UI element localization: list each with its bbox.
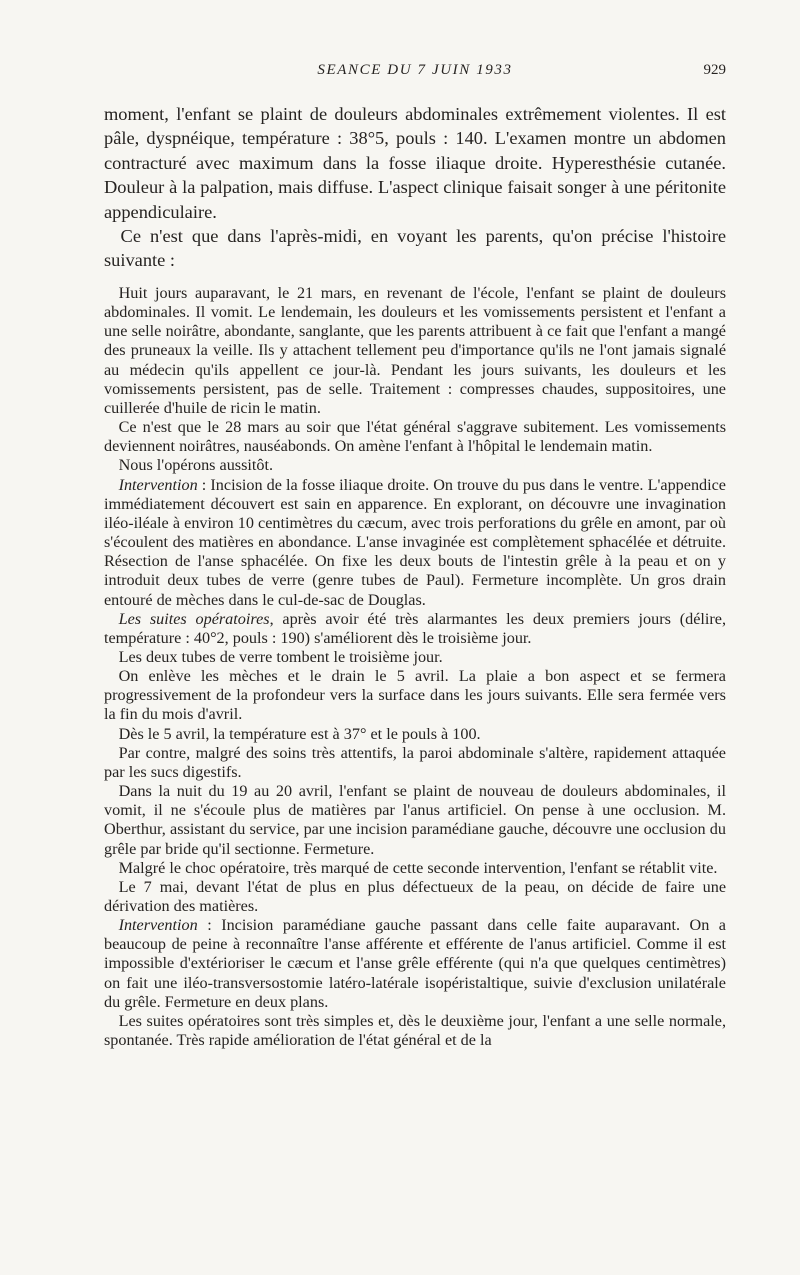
case-paragraph: On enlève les mèches et le drain le 5 avril. La plaie a bon aspect et se fermera progressivement de la profondeur vers la surface dans les jours suivants. Elle sera fermée vers la fin du mois d'avril. (104, 667, 726, 724)
case-paragraph (104, 916, 726, 1012)
case-paragraph: Les suites opératoires sont très simples et, dès le deuxième jour, l'enfant a une selle normale, spontanée. Très rapide amélioration de l'état général et de la (104, 1011, 726, 1050)
case-paragraph: Dès le 5 avril, la température est à 37° et le pouls à 100. (118, 724, 481, 743)
case-paragraph: Dans la nuit du 19 au 20 avril, l'enfant se plaint de nouveau de douleurs abdominales, il vomit, il ne s'écoule plus de matières par l'anus artificiel. On pense à une occlusion. M. Oberthur, assistant du service, par une incision paramédiane gauche, découvre une occlusion du grêle par bride qu'il sectionne. Fermeture. (104, 782, 726, 858)
paragraph: moment, l'enfant se plaint de douleurs abdominales extrêmement violentes. Il est pâle, dyspnéique, température : 38°5, pouls : 140. L'examen montre un abdomen contracturé avec maximum dans la fosse iliaque droite. Hyperesthésie cutanée. Douleur à la palpation, mais diffuse. L'aspect clinique faisait songer à une péritonite appendiculaire. (104, 104, 726, 222)
case-paragraph (104, 476, 726, 610)
paragraph-text: : Incision paramédiane gauche passant dans celle faite auparavant. On a beaucoup de peine à reconnaître l'anse afférente et efférente de l'anus artificiel. Comme il est impossible d'extérioriser le cæcum et l'anse grêle efférente (qui n'a que quelques centimètres) on fait une iléo-transversostomie latéro-latérale isopéristaltique, suivie d'exclusion unilatérale du grêle. Fermeture en deux plans. (104, 916, 726, 1011)
paragraph-text: , après avoir été très alarmantes les deux premiers jours (délire, température : 40°2, pouls : 190) s'améliorent dès le troisième jour. (104, 609, 726, 647)
case-paragraph: Par contre, malgré des soins très attentifs, la paroi abdominale s'altère, rapidement attaquée par les sucs digestifs. (104, 743, 726, 781)
paragraph-lead: Intervention (118, 475, 198, 494)
paragraph-lead: Les suites opératoires (118, 609, 270, 628)
page-number: 929 (703, 62, 726, 78)
case-paragraph: Huit jours auparavant, le 21 mars, en revenant de l'école, l'enfant se plaint de douleurs abdominales. Il vomit. Le lendemain, les douleurs et les vomissements persistent et l'enfant a une selle noirâtre, abondante, sanglante, que les parents attribuent à ce fait que l'enfant a mangé des pruneaux la veille. Ils y attachent tellement peu d'importance qu'ils ne l'ont jamais signalé au médecin qu'ils appellent ce jour-là. Pendant les jours suivants, les douleurs et les vomissements persistent, pas de selle. Traitement : compresses chaudes, suppositoires, une cuillerée d'huile de ricin le matin. (104, 284, 726, 417)
running-title: SEANCE DU 7 JUIN 1933 (317, 62, 513, 78)
case-paragraph: Nous l'opérons aussitôt. (118, 456, 274, 475)
case-report (104, 284, 726, 1050)
case-paragraph: Le 7 mai, devant l'état de plus en plus défectueux de la peau, on décide de faire une dérivation des matières. (104, 877, 726, 915)
case-paragraph: Ce n'est que le 28 mars au soir que l'état général s'aggrave subitement. Les vomissements deviennent noirâtres, nauséabonds. On amène l'enfant à l'hôpital le lendemain matin. (104, 418, 726, 456)
case-paragraph: Les deux tubes de verre tombent le troisième jour. (118, 647, 443, 666)
paragraph-text: : Incision de la fosse iliaque droite. On trouve du pus dans le ventre. L'appendice immédiatement découvert est sain en apparence. En explorant, on découvre une invagination iléo-iléale à environ 10 centimètres du cæcum, avec trois perforations du grêle en amont, par où s'écoulent des matières en abondance. L'anse invaginée est complètement sphacélée et détruite. Résection de l'anse sphacélée. On fixe les deux bouts de l'intestin grêle à la peau et on y introduit deux tubes de verre (genre tubes de Paul). Fermeture incomplète. Un gros drain entouré de mèches dans le cul-de-sac de Douglas. (104, 475, 726, 609)
page-header (104, 62, 726, 86)
intro-text (104, 102, 726, 273)
case-paragraph: Malgré le choc opératoire, très marqué de cette seconde intervention, l'enfant se rétablit vite. (118, 858, 718, 877)
paragraph-lead: Intervention (118, 916, 198, 935)
paragraph: Ce n'est que dans l'après-midi, en voyant les parents, qu'on précise l'histoire suivante : (104, 226, 726, 271)
case-paragraph (104, 610, 726, 648)
